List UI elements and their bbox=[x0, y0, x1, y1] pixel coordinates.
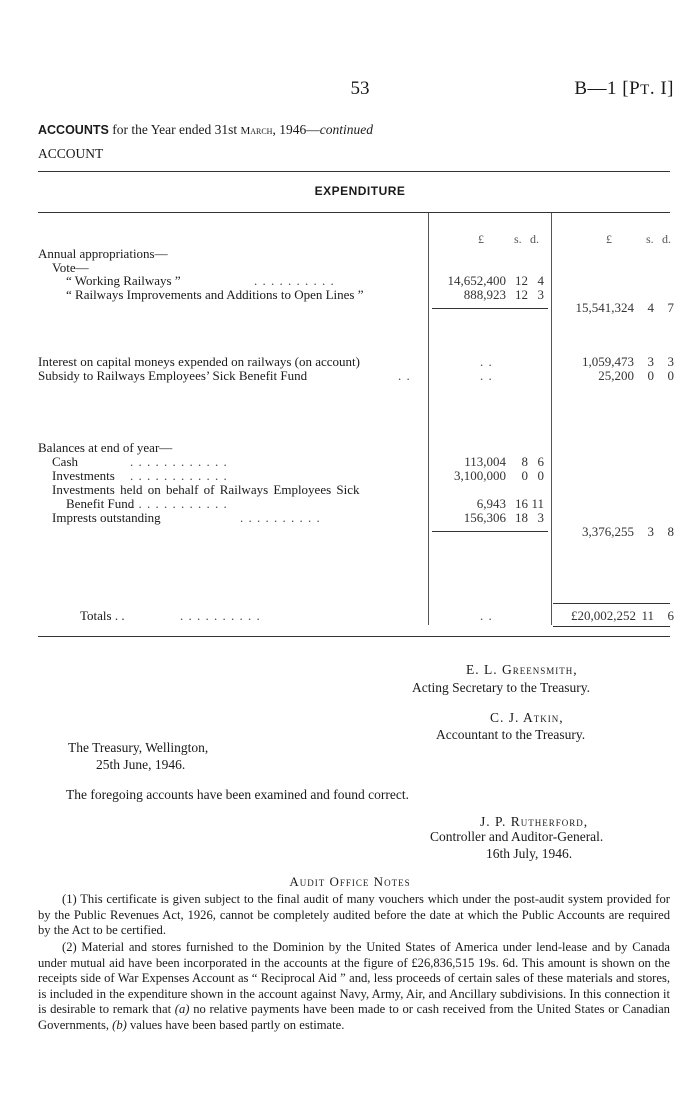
accounts-heading: ACCOUNTS for the Year ended 31st March, 1946—continued bbox=[38, 122, 373, 137]
column-divider-right bbox=[551, 213, 552, 625]
working-railways-label: “ Working Railways ” bbox=[66, 273, 181, 288]
vote-total-shillings: 4 bbox=[647, 300, 654, 315]
signatory-3-title: Controller and Auditor-General. bbox=[430, 829, 604, 844]
improvements-pence: 3 bbox=[537, 287, 544, 302]
totals-label: Totals . . bbox=[80, 608, 125, 623]
note-2: (2) Material and stores furnished to the Dominion by the United States of America under lend-lease and by Canada under mutual aid have been incorporated in the accounts at the figure of £26,836,515 19s. 6d. This amount is shown on the receipts side of War Expenses Account as “ Reciprocal Aid ” and, less proceeds of certain sales of these materials and stores, is included in the expenditure shown in the account against Navy, Army, Air, and Ancillary subdivisions. In this connection it is desirable to remark that (a) no relative payments have been made to or cash received from the United States or Canadian Governments, (b) values have been based partly on estimate. bbox=[38, 940, 670, 1032]
working-railways-leader: . . . . . . . . . . bbox=[254, 273, 335, 288]
place-line: The Treasury, Wellington, bbox=[68, 740, 209, 755]
improvements-pounds: 888,923 bbox=[463, 287, 506, 302]
benefit-fund-leader: . . . . . . . . . . . . bbox=[130, 496, 228, 511]
investments-shillings: 0 bbox=[521, 468, 528, 483]
grand-total-shillings: 11 bbox=[641, 608, 654, 623]
signatory-1-title: Acting Secretary to the Treasury. bbox=[412, 680, 590, 695]
investments-leader: . . . . . . . . . . . . bbox=[130, 468, 228, 483]
note-1: (1) This certificate is given subject to the final audit of many vouchers which under the post-audit system provided for by the Public Revenues Act, 1926, cannot be completely audited before the date at which the Public Accounts are required by the Act to be certified. bbox=[38, 892, 670, 937]
cash-pence: 6 bbox=[537, 454, 544, 469]
interest-pounds: 1,059,473 bbox=[582, 354, 634, 369]
interest-label: Interest on capital moneys expended on railways (on account) bbox=[38, 354, 360, 369]
col-pound-right: £ bbox=[606, 232, 612, 246]
benefit-fund-pounds: 6,943 bbox=[476, 496, 506, 511]
signatory-2-title: Accountant to the Treasury. bbox=[436, 727, 586, 742]
col-pence-right: d. bbox=[662, 232, 671, 246]
totals-leader: . . . . . . . . . . bbox=[180, 608, 261, 623]
table-bottom-rule bbox=[38, 636, 670, 637]
date-line: 25th June, 1946. bbox=[96, 757, 186, 772]
subsidy-label: Subsidy to Railways Employees’ Sick Benefit Fund bbox=[38, 368, 308, 383]
working-railways-shillings: 12 bbox=[515, 273, 528, 288]
annual-appropriations-label: Annual appropriations— bbox=[38, 246, 168, 261]
balances-subtotal-rule bbox=[432, 531, 548, 532]
grand-total-top-rule bbox=[553, 603, 670, 604]
certification-statement: The foregoing accounts have been examined and found correct. bbox=[66, 787, 409, 802]
subsidy-shillings: 0 bbox=[647, 368, 654, 383]
investments-pounds: 3,100,000 bbox=[454, 468, 506, 483]
column-divider-left bbox=[428, 213, 429, 625]
document-reference: B—1 [PT. I] bbox=[574, 78, 674, 99]
interest-pence: 3 bbox=[667, 354, 674, 369]
cash-pounds: 113,004 bbox=[464, 454, 506, 469]
vote-label: Vote— bbox=[52, 260, 89, 275]
col-shilling-left: s. bbox=[514, 232, 522, 246]
subsidy-pounds: 25,200 bbox=[598, 368, 634, 383]
improvements-shillings: 12 bbox=[515, 287, 528, 302]
cash-label: Cash bbox=[52, 454, 78, 469]
investments-pence: 0 bbox=[537, 468, 544, 483]
vote-total-pence: 7 bbox=[667, 300, 674, 315]
cash-shillings: 8 bbox=[521, 454, 528, 469]
imprests-leader: . . . . . . . . . . bbox=[240, 510, 321, 525]
col-pound-left: £ bbox=[478, 232, 484, 246]
signatory-3-name: J. P. Rutherford, bbox=[480, 814, 589, 829]
subsidy-leader: . . bbox=[398, 368, 411, 383]
cash-leader: . . . . . . . . . . . . bbox=[130, 454, 228, 469]
account-subheading: ACCOUNT bbox=[38, 146, 104, 161]
section-title: EXPENDITURE bbox=[314, 184, 406, 198]
signatory-1-name: E. L. Greensmith, bbox=[466, 662, 578, 677]
benefit-fund-label: Benefit Fund bbox=[66, 496, 135, 511]
vote-subtotal-rule bbox=[432, 308, 548, 309]
investments-label: Investments bbox=[52, 468, 115, 483]
page-number: 53 bbox=[350, 78, 370, 99]
interest-shillings: 3 bbox=[647, 354, 654, 369]
imprests-label: Imprests outstanding bbox=[52, 510, 161, 525]
subsidy-pence: 0 bbox=[667, 368, 674, 383]
working-railways-pence: 4 bbox=[537, 273, 544, 288]
col-pence-left: d. bbox=[530, 232, 539, 246]
notes-title: Audit Office Notes bbox=[289, 874, 411, 889]
col-shilling-right: s. bbox=[646, 232, 654, 246]
balances-total-shillings: 3 bbox=[647, 524, 654, 539]
balances-total-pounds: 3,376,255 bbox=[582, 524, 634, 539]
interest-leader: . . bbox=[480, 354, 493, 369]
improvements-label: “ Railways Improvements and Additions to Open Lines ” bbox=[66, 287, 364, 302]
balances-total-pence: 8 bbox=[667, 524, 674, 539]
grand-total-pounds: £20,002,252 bbox=[571, 608, 636, 623]
imprests-shillings: 18 bbox=[515, 510, 528, 525]
top-rule bbox=[38, 171, 670, 172]
grand-total-pence: 6 bbox=[667, 608, 674, 623]
header-rule bbox=[38, 212, 670, 213]
imprests-pounds: 156,306 bbox=[463, 510, 506, 525]
signatory-2-name: C. J. Atkin, bbox=[490, 710, 564, 725]
grand-total-bottom-rule bbox=[553, 626, 670, 627]
balances-label: Balances at end of year— bbox=[38, 440, 173, 455]
vote-total-pounds: 15,541,324 bbox=[575, 300, 634, 315]
imprests-pence: 3 bbox=[537, 510, 544, 525]
subsidy-mid-leader: . . bbox=[480, 368, 493, 383]
benefit-fund-pence: 11 bbox=[531, 496, 544, 511]
working-railways-pounds: 14,652,400 bbox=[447, 273, 506, 288]
totals-mid-leader: . . bbox=[480, 608, 493, 623]
benefit-fund-shillings: 16 bbox=[515, 496, 528, 511]
investments-held-label: Investments held on behalf of Railways Employees Sick bbox=[52, 482, 360, 497]
signatory-3-date: 16th July, 1946. bbox=[486, 846, 573, 861]
